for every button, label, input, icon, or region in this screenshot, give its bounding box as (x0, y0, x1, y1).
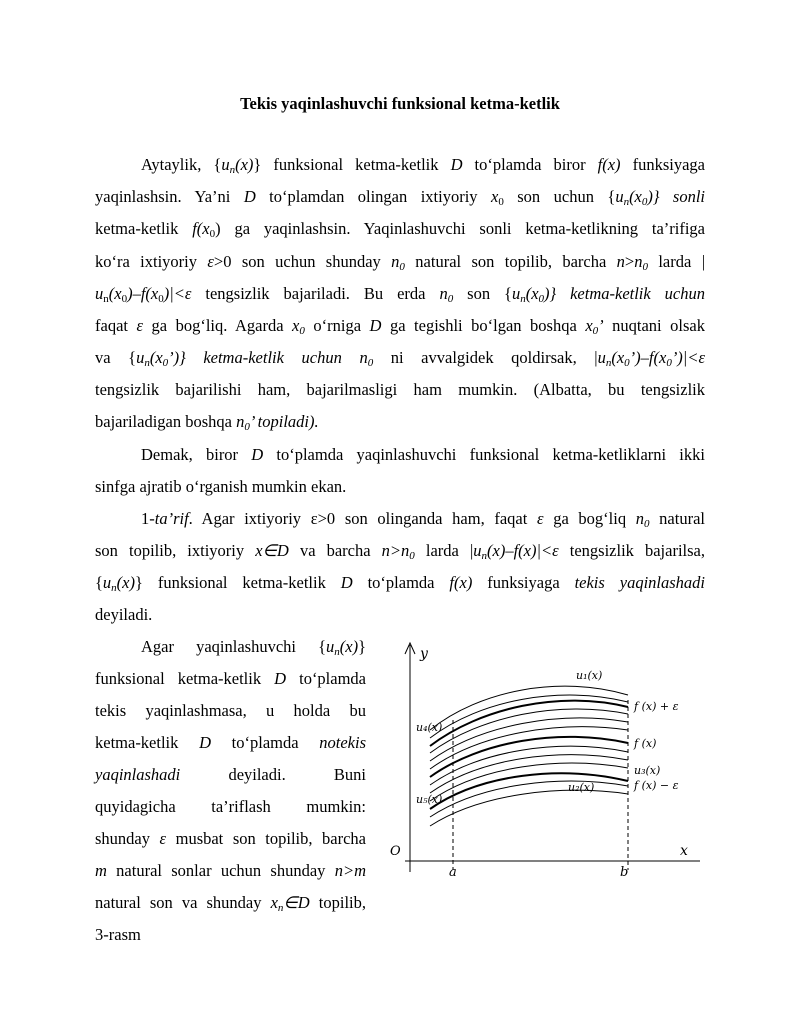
paragraph-4-line-2: funksional ketma-ketlik D to‘plamda (95, 669, 366, 688)
paragraph-1-line-5: $u_n(x_0)-f(x_0)|<\varepsilon$ tengsizlik bajariladi. Bu erda $n_0$ son $\{u_n(x_0)\}$ ketma-ketlik uchun (95, 284, 705, 305)
paragraph-3-line-3: $\{u_n(x)\}$ funksional ketma-ketlik D to‘plamda f(x) funksiyaga tekis yaqinlashadi (95, 573, 705, 594)
b-label: b (620, 865, 629, 880)
curve-13 (430, 790, 628, 826)
f-plus-eps-label: f (x) + ε (634, 700, 679, 713)
u4-label: u₄(x) (416, 721, 443, 734)
paragraph-4-line-4: ketma-ketlik D to‘plamda notekis (95, 733, 366, 752)
paragraph-1-line-2: yaqinlashsin. Ya’ni D to‘plamdan olingan ixtiyoriy $x_0$ son uchun $\{u_n(x_0)\}$ sonli (95, 187, 706, 208)
paragraph-3-line-4: deyiladi. (95, 605, 153, 624)
paragraph-1-line-1: Aytaylik, $\{u_n(x)\}$ funksional ketma-ketlik D to‘plamda biror f(x) funksiyaga (141, 155, 706, 176)
u2-curve (430, 781, 628, 817)
u1-curve (430, 686, 628, 730)
figure-uniform-convergence (380, 635, 710, 885)
paragraph-4-line-6: quyidagicha ta’riflash mumkin: (95, 797, 366, 816)
u1-label: u₁(x) (576, 669, 603, 682)
y-axis-label: y (420, 646, 428, 662)
paragraph-3-line-1: 1-ta’rif. Agar ixtiyoriy ε>0 son olinganda ham, faqat ε ga bog‘liq $n_0$ natural (141, 509, 705, 530)
paragraph-1-line-9: bajariladigan boshqa $n_0$’ topiladi). (95, 412, 319, 433)
u5-label: u₅(x) (416, 793, 443, 806)
paragraph-4-line-9: natural son va shunday $x_n\in D$ topilib, (95, 893, 366, 914)
paragraph-2-line-1: Demak, biror D to‘plamda yaqinlashuvchi funksional ketma-ketliklarni ikki (141, 445, 705, 464)
paragraph-4-line-5: yaqinlashadi deyiladi. Buni (95, 765, 366, 784)
paragraph-3-line-2: son topilib, ixtiyoriy x∈D va barcha $n>n_0$ larda $|u_n(x)-f(x)|<\varepsilon$ tengsizlik bajarilsa, (95, 541, 705, 562)
page-title: Tekis yaqinlashuvchi funksional ketma-ketlik (240, 94, 560, 113)
paragraph-1-line-4: ko‘ra ixtiyoriy ε>0 son uchun shunday $n_0$ natural son topilib, barcha $n>n_0$ larda | (95, 252, 705, 273)
paragraph-2-line-2: sinfga ajratib o‘rganish mumkin ekan. (95, 477, 347, 496)
paragraph-4-line-1: Agar yaqinlashuvchi $\{u_n(x)\}$ (141, 637, 366, 658)
f-minus-eps-label: f (x) − ε (634, 779, 679, 792)
paragraph-4-line-8: m natural sonlar uchun shunday n>m (95, 861, 366, 880)
paragraph-4-line-7: shunday ε musbat son topilib, barcha (95, 829, 366, 848)
paragraph-1-line-6: faqat ε ga bog‘liq. Agarda $x_0$ o‘rniga D ga tegishli bo‘lgan boshqa $x_0$’ nuqtani olsak (95, 316, 705, 337)
paragraph-4-line-3: tekis yaqinlashmasa, u holda bu (95, 701, 366, 720)
paragraph-1-line-8: tengsizlik bajarilishi ham, bajarilmasligi ham mumkin. (Albatta, bu tengsizlik (95, 380, 705, 399)
f-curve (430, 737, 628, 777)
f-label: f (x) (634, 737, 657, 750)
paragraph-1-line-3: ketma-ketlik $f(x_0)$ ga yaqinlashsin. Yaqinlashuvchi sonli ketma-ketlikning ta’rifiga (95, 219, 705, 240)
a-label: a (449, 865, 457, 880)
origin-label: O (390, 844, 401, 859)
u3-label: u₃(x) (634, 764, 661, 777)
u2-label: u₂(x) (568, 781, 595, 794)
x-axis-label: x (680, 843, 688, 859)
paragraph-4-line-10: 3-rasm (95, 925, 141, 944)
paragraph-1-line-7: va $\{u_n(x_0’)\}$ ketma-ketlik uchun $n_0$ ni avvalgidek qoldirsak, $|u_n(x_0’)-f(x_0’)|<\varepsilon$ (95, 348, 705, 369)
